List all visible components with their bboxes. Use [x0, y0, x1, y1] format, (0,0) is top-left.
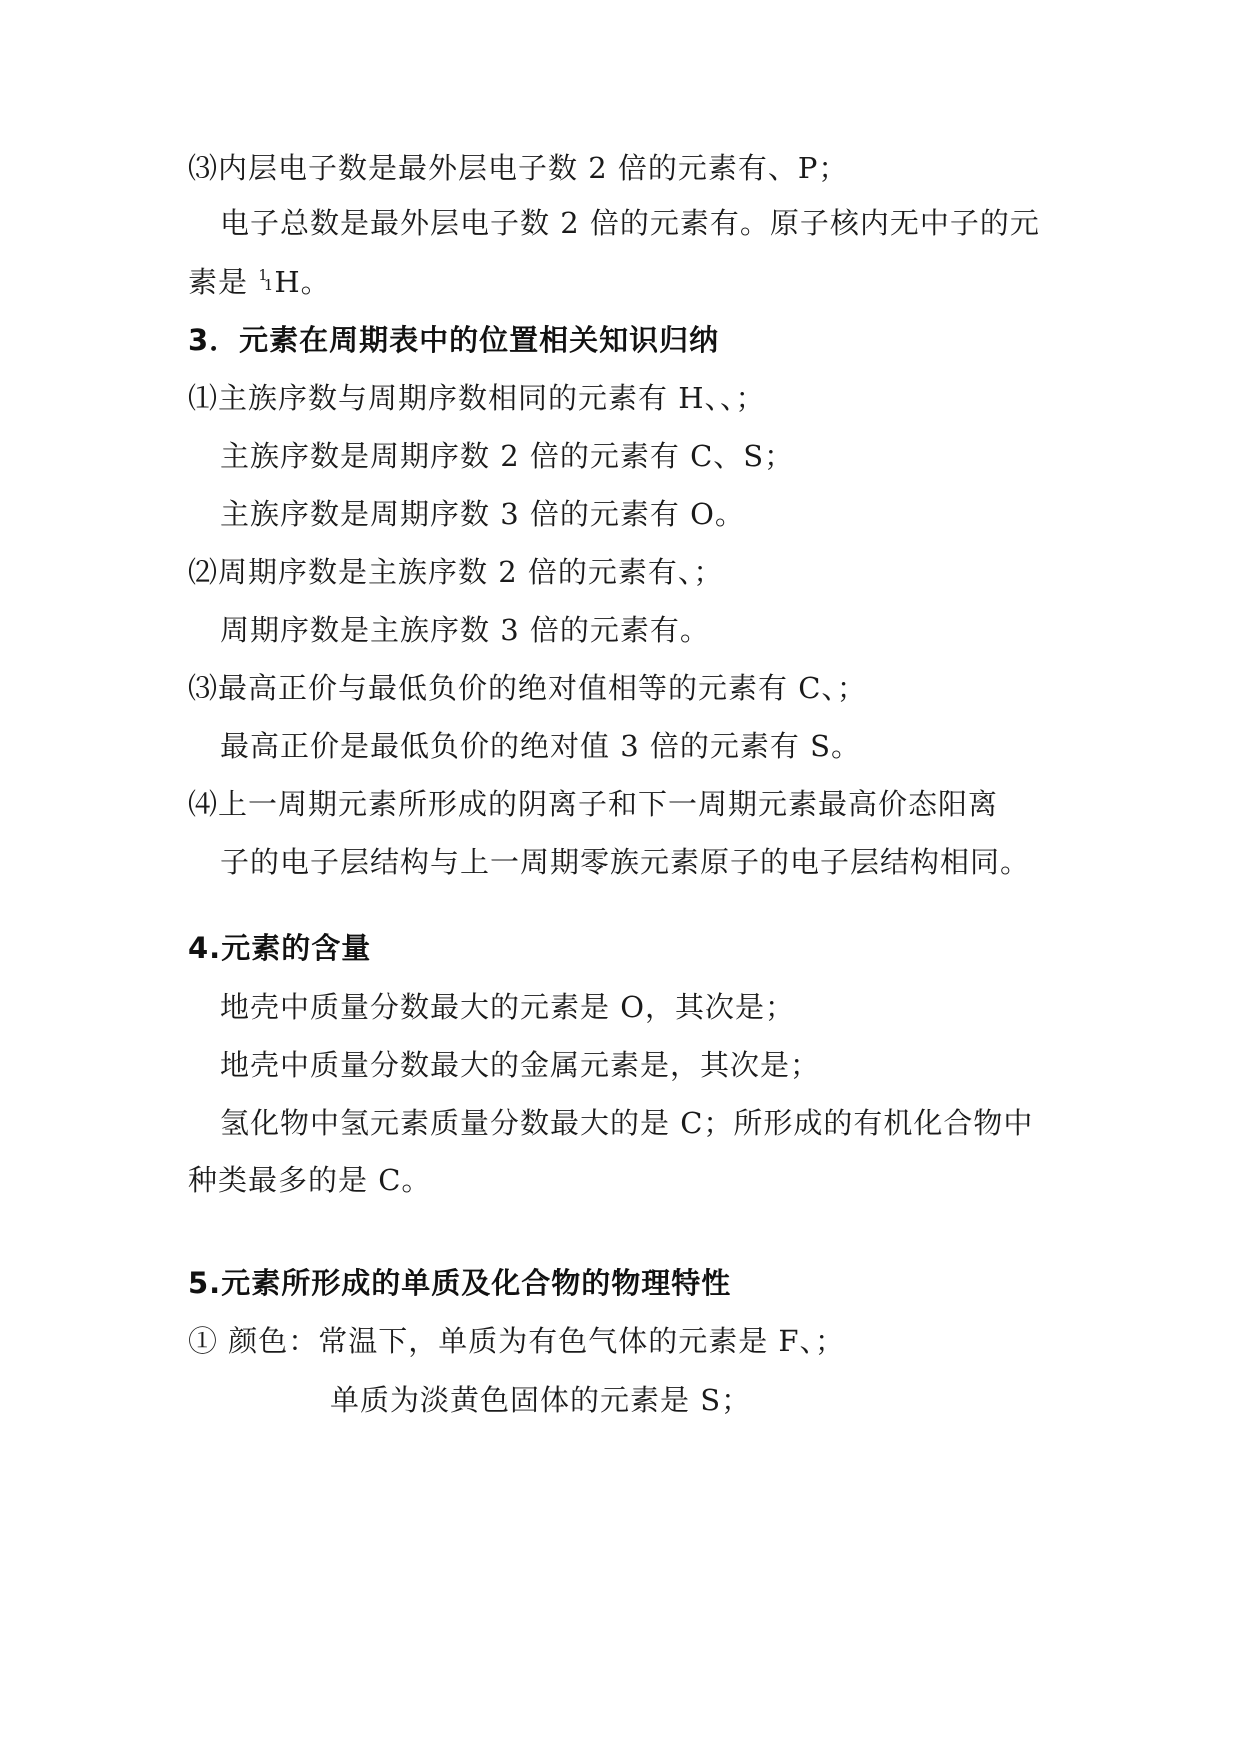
section-heading: 3．元素在周期表中的位置相关知识归纳: [188, 323, 720, 357]
atomic-number: 1: [263, 276, 275, 294]
text-line: ① 颜色：常温下，单质为有色气体的元素是 F、；: [188, 1324, 846, 1358]
section-heading: 5.元素所形成的单质及化合物的物理特性: [188, 1266, 732, 1300]
text-line: 主族序数是周期序数 3 倍的元素有 O。: [220, 497, 745, 531]
text-line: ⑷上一周期元素所形成的阴离子和下一周期元素最高价态阳离: [188, 787, 999, 821]
text-line: ⑵周期序数是主族序数 2 倍的元素有、；: [188, 555, 724, 589]
text-line: ⑶内层电子数是最外层电子数 2 倍的元素有、P；: [188, 151, 849, 185]
section-heading: 4.元素的含量: [188, 931, 372, 965]
text-fragment: 素是: [188, 265, 259, 299]
text-line: 最高正价是最低负价的绝对值 3 倍的元素有 S。: [220, 729, 861, 763]
text-line: 地壳中质量分数最大的元素是 O，其次是；: [220, 990, 795, 1024]
text-line: ⑴主族序数与周期序数相同的元素有 H、、；: [188, 381, 766, 415]
text-line: 周期序数是主族序数 3 倍的元素有。: [220, 613, 710, 647]
text-line: 种类最多的是 C。: [188, 1163, 432, 1197]
text-fragment: H。: [274, 265, 331, 299]
text-line: 电子总数是最外层电子数 2 倍的元素有。原子核内无中子的元: [220, 206, 1040, 240]
text-line: 氢化物中氢元素质量分数最大的是 C；所形成的有机化合物中: [220, 1106, 1034, 1140]
mass-number: 1: [258, 266, 269, 284]
text-line: 单质为淡黄色固体的元素是 S；: [330, 1383, 752, 1417]
text-line: 地壳中质量分数最大的金属元素是，其次是；: [220, 1048, 821, 1082]
text-line: 主族序数是周期序数 2 倍的元素有 C、S；: [220, 439, 795, 473]
text-line: 子的电子层结构与上一周期零族元素原子的电子层结构相同。: [220, 845, 1031, 879]
isotope-notation: [258, 267, 274, 307]
text-line: ⑶最高正价与最低负价的绝对值相等的元素有 C、；: [188, 671, 867, 705]
text-line: [188, 262, 331, 307]
